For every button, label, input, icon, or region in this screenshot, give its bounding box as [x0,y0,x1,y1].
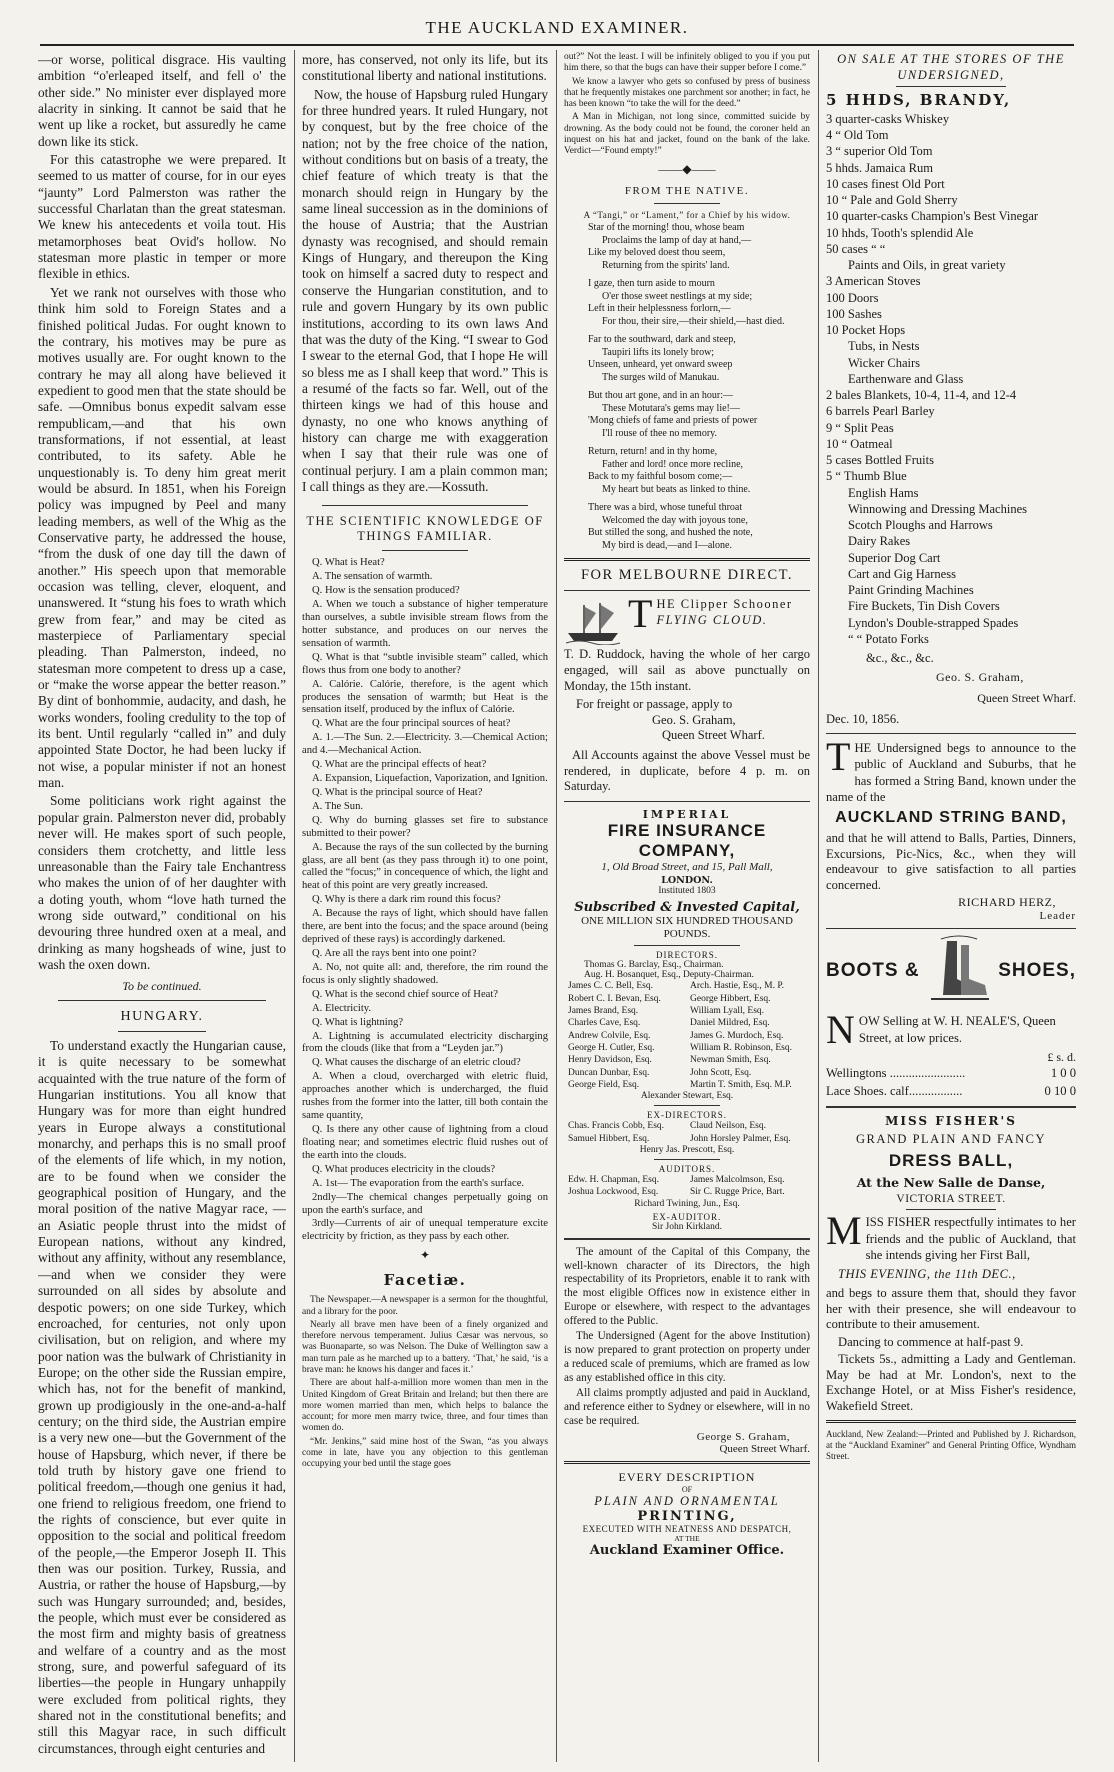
person-name: Martin T. Smith, Esq. M.P. [690,1080,792,1091]
column-4 [826,52,1076,1764]
article-paragraph: Some politicians work right against the popular grain. Palmerston never did, probably never will. He makes sport of such people, considers them crotchetty, and little less unreasonable than the Fairy tale Enchantress who makes the union of of her daughter with a doting youth, whom “love hath turned the wrong side outward,” conditional on his devouring three hundred oxen at a meal, and drinking as many hogsheads of wine, just to wash the oxen down. [38,793,286,972]
poem-line: Star of the morning! thou, whose beam [588,222,745,234]
divider [634,945,740,946]
price-row [826,1065,1076,1083]
ball-text: and begs to assure them that, should they favor her with their presence, she will endeavour to contribute to their amusement. [826,1286,1076,1332]
qa-line: Q. What is Heat? [312,557,385,569]
ball-host: MISS FISHER'S [885,1114,1017,1129]
item-name: Wellingtons ........................ [826,1066,966,1081]
ex-auditor-heading: EX-AUDITOR. [652,1211,722,1222]
ex-directors-list [564,1120,810,1145]
goods-item: 10 “ Oatmeal [826,436,893,451]
column-1 [38,52,286,1764]
poem-stanza [564,278,810,328]
sale-agent: Geo. S. Graham, [936,670,1024,684]
divider [322,505,528,506]
goods-item: Winnowing and Dressing Machines [848,501,1027,516]
qa-line: A. Electricity. [312,1002,372,1014]
column-divider [556,50,557,1762]
poem-line: Unseen, unheard, yet onward sweep [588,359,733,371]
person-name: Edw. H. Chapman, Esq. [568,1175,659,1186]
hungary-article: To understand exactly the Hungarian cause, it is quite necessary to be somewhat acquainted with the true nature of the form of Hungarian institutions. You all know that Hungary was for more than eight hundred years in Europe always a constitutional monarchy, and perhaps this is no small proof of the elements of life which, in my notion, are to be found when we consider the geographical position of Hungary, and the moral position of the native Magyar race, —an Asiatic people thrust into the midst of European nations, without any kindred, without any affinity, without any resemblance,—and when we consider they were surrounded on all sides by absolute and despotic powers; on one side Turkey, which encroached, for centuries, not only upon civilisation, but on religion, and where my poor nation was the bulwark of Christianity in Europe; on the other side the Russian empire, which has, not for the benefit of mankind, grown up prodigiously in the one-and-a-half century; on the third side, the Austrian empire is a very new one—but the Government of the house of Hapsburg, which never, if there be told truth by history gave one friend to political freedom,—though one genius it had, one friend to religious freedom, one friend to the rights of conscience, but ever quite in opposition to the social and political freedom of the people,—the Emperor Joseph II. This then was our position. Turkey, Russia, and Austria, or rather the house of Hapsburg,—by such was Hungary surrounded; and, besides, the people, which must ever be considered as the most firm and mighty basis of greatness and welfare of a country and as the most strong, sure, and powerful safeguard of its liberties—the people in Hungary unhappily were excluded from political rights, they shared not in the constitutional benefits; and still this Magyar race, in such difficult circumstances, through eight centuries and [38,1038,286,1756]
poem-line: There was a bird, whose tuneful throat [588,502,743,514]
goods-item: 3 “ superior Old Tom [826,144,933,159]
goods-item: 50 cases “ “ [826,241,886,256]
article-paragraph: Yet we rank not ourselves with those who think him sold to Foreign States and a finished political Judas. For ought known to the contrary, his motives may be pure as motives usually are. For ought known to the contrary he may all along have believed it expedient to good men that the state should be safe. —Omnibus bonus expedit salvam esse rempublicam,—and that his own transformations, if not essential, at least contributed, to its safety. Able he unquestionably is. To deny him great merit would be absurd. In 1851, when his Foreign policy was impugned by Peel and many leading members, as well of the Whig as the Conservative party, he addressed the house, “from the dusk of one day till the dawn of another.” His speech upon that memorable occasion was telling, clever, eloquent, and unanswered. It “stung his foes to wrath which grew from fear,” and may be cited as masterpiece of Parliamentary special pleading. Than Palmerston, indeed, no statesman more competent to dress up a case, or “make the worse appear the better reason.” By dint of bonhommie, audacity, and dash, he works wonders, fooling credulity to the top of its bent. Until regularly “called in” and duly appointed State Doctor, he had been lucky if not wise, a popular minister if not an honest man. [38,284,286,791]
facetiae-item: We know a lawyer who gets so confused by press of business that he frequently mistakes one parchment sor another; in fact, he has been known “to take the will for the deed.” [564,76,810,110]
poem-stanza [564,334,810,384]
facetiae-item: The Newspaper.—A newspaper is a sermon for the thoughtful, and a library for the poor. [302,1295,548,1317]
agent-name: Geo. S. Graham, [652,712,736,727]
person-name: James G. Murdoch, Esq. [690,1030,784,1041]
goods-item: 100 Doors [826,290,879,305]
person-name: Newman Smith, Esq. [690,1055,771,1066]
goods-item: 10 quarter-casks Champion's Best Vinegar [826,209,1039,224]
qa-line: A. The sensation of warmth. [312,571,433,583]
boot-price-list [826,1065,1076,1100]
goods-item: Lyndon's Double-strapped Spades [848,615,1019,630]
shoes-label: SHOES, [998,960,1076,982]
goods-item: 5 “ Thumb Blue [826,469,907,484]
agent-place: Queen Street Wharf. [662,728,765,743]
article-paragraph: —or worse, political disgrace. His vaulting ambition “o'erleaped itself, and fell o' the other side.” No minister ever displayed more alacrity in sinking. It cannot be said that he went up like a rocket, but assuredly he came down like its stick. [38,52,286,149]
facetiae-item: A Man in Michigan, not long since, committed suicide by drowning. As the body could not be found, the coroner held an inquest on his hat and jacket, found on the bank of the lake. Verdict—“Found empty!” [564,112,810,157]
person-name: Charles Cave, Esq. [568,1018,641,1029]
ball-evening: THIS EVENING, the 11th DEC., [838,1267,1016,1282]
price-row [826,1083,1076,1101]
facetiae-item: There are about half-a-million more women than men in the United Kingdom of Great Britain and Ireland; but then there are more women married than men, which helps to balance the account; for more men marry twice, three, and four times than women do. [302,1378,548,1434]
goods-item: 10 hhds, Tooth's splendid Ale [826,225,974,240]
goods-item: 10 “ Pale and Gold Sherry [826,193,958,207]
column-divider [294,50,295,1762]
vessel-name: FLYING CLOUD. [656,612,768,627]
etc-line: &c., &c., &c. [866,651,934,665]
auditors-heading: AUDITORS. [658,1164,716,1175]
person-name: George H. Cutler, Esq. [568,1043,655,1054]
directors-heading: DIRECTORS. [655,950,719,961]
poem-line: For thou, their sire,—their shield,—hast died. [602,315,785,327]
fire-text: The amount of the Capital of this Company, the well-known character of its Directors, the high respectability of its Proprietors, enable it to rank with the most eligible Offices now in existence either in Europe or elsewhere, with respect to the advantages offered to the Public. [564,1245,810,1327]
auditors-list [564,1174,810,1199]
currency-header: £ s. d. [1047,1050,1076,1065]
goods-item: Wicker Chairs [848,355,921,370]
poem-line: These Motutara's gems may lie!— [602,402,740,414]
person-name: William Lyall, Esq. [690,1006,765,1017]
printing-line: PLAIN AND ORNAMENTAL [594,1493,780,1508]
divider [896,86,1006,87]
director-last: Alexander Stewart, Esq. [640,1091,734,1102]
facetiae-item: Nearly all brave men have been of a finely organized and therefore nervous temperament. Julius Cæsar was nervous, so was Buonaparte, so was Nelson. The Duke of Wellington saw a man turn pale as he marched up to a battery. ‘That,’ he said, ‘is a brave man: he knows his danger and faces it.’ [302,1319,548,1375]
person-name: James C. C. Bell, Esq. [568,981,653,992]
band-signer: RICHARD HERZ, [958,895,1056,910]
person-name: Chas. Francis Cobb, Esq. [568,1121,665,1132]
fire-city: LONDON. [661,874,713,886]
qa-line: A. Expansion, Liquefaction, Vaporization, and Ignition. [312,773,548,785]
sale-place: Queen Street Wharf. [977,691,1076,705]
goods-item: Fire Buckets, Tin Dish Covers [848,599,1000,614]
column-divider [818,50,819,1762]
auditor-last: Richard Twining, Jun., Esq. [634,1198,740,1209]
band-role: Leader [1039,910,1076,923]
qa-line: Q. Why do burning glasses set fire to substance submitted to their power? [302,814,548,839]
divider [564,590,810,591]
ball-title: DRESS BALL, [888,1151,1014,1171]
ornament-icon: ——◆—— [658,161,716,176]
sailing-notice: T. D. Ruddock, having the whole of her cargo engaged, will sail as above punctually on Monday, the 15th instant. [564,647,810,693]
continued-note: To be continued. [122,979,202,994]
goods-item: Dairy Rakes [848,534,911,549]
printing-office: Auckland Examiner Office. [589,1542,785,1558]
goods-item: Paints and Oils, in great variety [848,258,1006,272]
item-price: 1 0 0 [1050,1066,1076,1081]
hungary-title: HUNGARY. [120,1009,204,1024]
printing-line: EXECUTED WITH NEATNESS AND DESPATCH, [582,1523,792,1534]
poem-stanza [564,446,810,496]
poem-line: Welcomed the day with joyous tone, [602,514,748,526]
ornament-icon: ✦ [419,1248,431,1263]
sale-heading: ON SALE AT THE STORES OF THE UNDERSIGNED, [837,52,1065,82]
divider [826,1106,1076,1108]
qa-line: Q. What is lightning? [312,1016,404,1028]
person-name: Sir C. Rugge Price, Bart. [690,1187,785,1198]
poem-line: The surges wild of Manukau. [602,371,720,383]
printing-line: AT THE [674,1533,700,1543]
person-name: Duncan Dunbar, Esq. [568,1067,650,1078]
fire-capital-label: Subscribed & Invested Capital, [574,899,800,915]
qa-line: Q. What are the four principal sources of heat? [312,718,511,730]
native-title: FROM THE NATIVE. [624,184,750,197]
divider [654,1159,720,1160]
fire-agent: George S. Graham, [696,1430,790,1443]
divider [564,558,810,561]
masthead-rule [40,44,1074,46]
poem-heading: A “Tangi,” or “Lament,” for a Chief by his widow. [583,209,791,220]
facetiae-item: out?” Not the least. I will be infinitely obliged to you if you put him there, so that the bugs can have their supper before I come.” [564,52,810,74]
qa-list [302,557,548,1244]
goods-item: “ “ Potato Forks [848,631,929,646]
person-name: Robert C. I. Bevan, Esq. [568,993,661,1004]
poem-stanza [564,222,810,272]
person-name: George Hibbert, Esq. [690,993,771,1004]
qa-line: Q. Are all the rays bent into one point? [312,948,477,960]
ship-icon [564,599,622,645]
article-paragraph: For this catastrophe we were prepared. It seemed to us matter of course, for in our eyes “jaunty” Lord Palmerston was rather the successful Charlatan than the great statesman. We knew his antecedents et voila tout. His metamorphoses beat Ovid's hollow. No statesman more plastic in temper or more flexible in ethics. [38,152,286,282]
qa-line: A. 1st— The evaporation from the earth's surface. [312,1177,525,1189]
person-name: James Brand, Esq. [568,1006,639,1017]
drop-cap: T [826,734,851,779]
goods-item: 4 “ Old Tom [826,128,889,142]
band-text: and that he will attend to Balls, Parties, Dinners, Excursions, Pic-Nics, &c., when they will endeavour to give satisfaction to all parties concerned. [826,831,1076,892]
person-name: Arch. Hastie, Esq., M. P. [690,981,784,992]
goods-item: 10 Pocket Hops [826,323,906,337]
article-paragraph: more, has conserved, not only its life, but its constitutional liberty and national institutions. [302,52,548,84]
qa-line: Q. Why is there a dark rim round this focus? [312,894,501,906]
poem-line: Like my beloved doest thou seem, [588,247,726,259]
qa-line: Q. What causes the discharge of an eletric cloud? [312,1057,521,1069]
fire-text: The Undersigned (Agent for the above Institution) is now prepared to grant protection on property under a reduced scale of premiums, which are framed as low as any established office in this city. [564,1330,810,1384]
qa-line: Q. What is the principal source of Heat? [312,786,483,798]
item-name: Lace Shoes. calf................. [826,1083,963,1098]
science-title: THE SCIENTIFIC KNOWLEDGE OF THINGS FAMILIAR. [306,514,544,544]
facetiae-list [302,1295,548,1470]
fire-text: All claims promptly adjusted and paid in Auckland, and reference either to Sydney or elsewhere, will in no case be required. [564,1387,810,1427]
goods-item: 5 hhds. Jamaica Rum [826,160,933,175]
poem-line: Back to my faithful bosom come;— [588,471,733,483]
person-name: John Horsley Palmer, Esq. [690,1133,791,1144]
qa-line: Q. What is that “subtle invisible steam” called, which flows thus from one body to another? [302,651,548,676]
goods-item: Scotch Ploughs and Harrows [848,518,993,532]
column-2 [302,52,548,1764]
poem-line: Taupiri lifts its lonely brow; [602,346,715,358]
goods-item: 5 HHDS, BRANDY, [826,91,1012,110]
person-name: Henry Davidson, Esq. [568,1055,652,1066]
ex-directors-heading: EX-DIRECTORS. [646,1110,728,1121]
poem [564,222,810,552]
boots-text: OW Selling at W. H. NEALE'S, Queen Street, at low prices. [858,1014,1056,1045]
drop-cap: M [826,1208,862,1254]
item-price: 0 10 0 [1044,1083,1076,1098]
person-name: Claud Neilson, Esq. [690,1121,766,1132]
fire-imperial: IMPERIAL [642,807,732,821]
band-text: HE Undersigned begs to announce to the public of Auckland and Suburbs, that he has formed a String Band, known under the name of the [826,741,1076,805]
fire-company-title: FIRE INSURANCE COMPANY, [607,820,767,860]
boots-label: BOOTS & [826,960,920,982]
qa-line: 3rdly—Currents of air of unequal temperature excite electricity by friction, as they pass by each other. [302,1218,548,1243]
divider [906,1209,996,1210]
divider [564,801,810,802]
qa-line: Q. What is the second chief source of Heat? [312,988,499,1000]
printing-line: PRINTING, [637,1508,737,1524]
poem-line: Proclaims the lamp of day at hand,— [602,234,752,246]
ball-line: GRAND PLAIN AND FANCY [856,1132,1046,1147]
poem-line: Left in their helplessness forlorn,— [588,303,731,315]
goods-item: Cart and Gig Harness [848,566,956,581]
drop-cap: N [826,1007,855,1053]
qa-line: A. The Sun. [312,800,364,812]
poem-stanza [564,502,810,552]
directors-list [564,980,810,1091]
melbourne-title: FOR MELBOURNE DIRECT. [580,567,794,584]
poem-line: 'Mong chiefs of fame and priests of power [588,415,758,427]
divider [382,550,468,551]
goods-item: 2 bales Blankets, 10-4, 11-4, and 12-4 [826,388,1017,402]
person-name: John Scott, Esq. [690,1067,752,1078]
ex-auditor: Sir John Kirkland. [652,1221,722,1232]
goods-item: 3 American Stoves [826,274,921,289]
divider [654,1105,720,1106]
qa-line: A. Lightning is accumulated electricity discharging from the clouds (like that from a “Leyden jar.”) [302,1030,548,1055]
poem-line: Father and lord! once more recline, [602,458,744,470]
qa-line: A. Because the rays of the sun collected by the burning glass, are all bent (as they pass through it) to one point, called the “focus;” in concequence of which, the light and heat of this point are very greatly increased. [302,841,548,892]
qa-line: A. No, not quite all: and, therefore, the rim round the focus is only slightly shadowed. [302,961,548,986]
poem-line: I gaze, then turn aside to mourn [588,278,715,290]
person-name: Andrew Colvile, Esq. [568,1030,651,1041]
facetiae-title: Facetiæ. [383,1271,467,1290]
goods-item: 100 Sashes [826,306,882,321]
boot-shoe-icon [923,935,995,1007]
poem-line: Returning from the spirits' land. [602,259,730,271]
column-3 [564,52,810,1764]
accounts-notice: All Accounts against the above Vessel must be rendered, in duplicate, before 4 p. m. on Saturday. [564,748,810,794]
printing-line: EVERY DESCRIPTION [618,1469,756,1484]
goods-item: Tubs, in Nests [848,339,920,354]
poem-line: Return, return! and in thy home, [588,446,718,458]
divider [826,928,1076,929]
divider [564,1238,810,1240]
goods-item: 6 barrels Pearl Barley [826,404,935,419]
ball-street: VICTORIA STREET. [896,1193,1006,1206]
ball-tickets: Tickets 5s., admitting a Lady and Gentleman. May be had at Mr. London's, next to the Exchange Hotel, or at Miss Fisher's residence, Wakefield Street. [826,1352,1076,1413]
person-name: Samuel Hibbert, Esq. [568,1133,650,1144]
person-name: James Malcolmson, Esq. [690,1175,785,1186]
chairman: Thomas G. Barclay, Esq., Chairman. [584,960,724,971]
band-name: AUCKLAND STRING BAND, [835,809,1067,827]
poem-line: I'll rouse of thee no memory. [602,427,718,439]
person-name: Joshua Lockwood, Esq. [568,1187,659,1198]
qa-line: Q. What are the principal effects of heat? [312,759,487,771]
divider [826,1420,1076,1423]
poem-line: O'er those sweet nestlings at my side; [602,290,753,302]
article-paragraph: Now, the house of Hapsburg ruled Hungary for three hundred years. It ruled Hungary, not by conquest, but by the free choice of the nation; not by the free choice of the nation, without conditions but on basis of a treaty, the chief feature of which treaty is that the monarch should reign in Hungary by the same lineal succession as in the dominions of the house of Austria; that the Austrian dynasty was recognised, and should remain Kings of Hungary, and thereupon the King took on himself a sacred duty to respect and conserve the Hungarian constitution, and to rule and govern Hungary by its own public institutions, according to its own laws And that was the duty of the King. “I swear to God I swear to the eternal God, that I hope He will so bless me as I shall keep that word.” This is a resumé of the facts so far. Well, out of the thirteen kings we had of this house and dynasty, no one who knows anything of history can charge me with exaggeration when I say that their rule was one of continual perjury. I am a plain common man; I call things as they are.—Kossuth. [302,86,548,494]
poem-line: But thou art gone, and in an hour:— [588,390,733,402]
poem-line: My heart but beats as linked to thine. [602,483,751,495]
qa-line: Q. How is the sensation produced? [312,585,460,597]
apply-line: For freight or passage, apply to [576,697,733,712]
divider [564,1461,810,1464]
poem-line: Far to the southward, dark and steep, [588,334,736,346]
vessel-type: HE Clipper Schooner [656,597,793,612]
ball-venue: At the New Salle de Danse, [856,1175,1046,1191]
printing-line: OF [681,1484,693,1494]
divider [826,733,1076,734]
poem-stanza [564,390,810,440]
fire-capital: ONE MILLION SIX HUNDRED THOUSAND POUNDS. [581,914,793,941]
person-name: George Field, Esq. [568,1080,640,1091]
divider [118,1031,206,1032]
goods-item: 9 “ Split Peas [826,420,894,435]
qa-line: A. Calórie. Calórie, therefore, is the agent which produces the sensation of warmth; but Heat is the sensation itself, produced by the influx of Calórie. [302,678,548,716]
fire-address: 1, Old Broad Street, and 15, Pall Mall, [601,860,773,873]
qa-line: A. When a cloud, overcharged with eletric fluid, approaches another which is undercharged, the fluid rushes from the former into the latter, till both contain the same quantity, [302,1071,548,1122]
goods-item: 5 cases Bottled Fruits [826,453,934,467]
goods-item: English Hams [848,485,919,500]
goods-item: Paint Grinding Machines [848,583,974,597]
poem-line: But stilled the song, and hushed the note, [588,527,753,539]
qa-line: 2ndly—The chemical changes perpetually going on upon the earth's surface, and [302,1191,548,1216]
fire-instituted: Instituted 1803 [658,885,716,896]
goods-list [826,91,1076,647]
sale-date: Dec. 10, 1856. [826,712,900,726]
goods-item: Superior Dog Cart [848,550,941,565]
masthead: THE AUCKLAND EXAMINER. [425,18,689,37]
drop-cap: T [628,591,653,637]
goods-item: 3 quarter-casks Whiskey [826,111,950,126]
goods-item: 10 cases finest Old Port [826,176,945,191]
ball-dancing: Dancing to commence at half-past 9. [838,1334,1024,1349]
qa-line: A. 1.—The Sun. 2.—Electricity. 3.—Chemical Action; and 4.—Mechanical Action. [302,732,548,757]
goods-item: Earthenware and Glass [848,371,964,386]
qa-line: A. When we touch a substance of higher temperature than ourselves, a subtle invisible stream flows from the hotter substance, and produces on our nerves the sensation of warmth. [302,599,548,649]
qa-line: Q. Is there any other cause of lightning from a cloud floating near; and sometimes electric fluid rushes out of the earth into the clouds. [302,1124,548,1161]
person-name: Daniel Mildred, Esq. [690,1018,770,1029]
ball-text: ISS FISHER respectfully intimates to her friends and the public of Auckland, that she intends giving her First Ball, [865,1215,1076,1263]
ex-director-last: Henry Jas. Prescott, Esq. [639,1145,735,1156]
qa-line: A. Because the rays of light, which should have fallen there, are bent into the focus; and the space around (being deprived of these rays) is accordingly darkened. [302,908,548,946]
divider [58,1000,266,1001]
person-name: William R. Robinson, Esq. [690,1043,793,1054]
poem-line: My bird is dead,—and I—alone. [602,539,732,551]
fire-agent-place: Queen Street Wharf. [719,1442,810,1455]
divider [654,203,720,204]
qa-line: Q. What produces electricity in the clouds? [312,1163,496,1175]
imprint: Auckland, New Zealand:—Printed and Published by J. Richardson, at the “Auckland Examiner” and General Printing Office, Wyndham Street. [826,1429,1076,1461]
deputy-chairman: Aug. H. Bosanquet, Esq., Deputy-Chairman. [584,970,754,981]
facetiae-item: “Mr. Jenkins,” said mine host of the Swan, “as you always come in late, have you any objection to this gentleman occupying your bed until the stage goes [302,1436,548,1470]
